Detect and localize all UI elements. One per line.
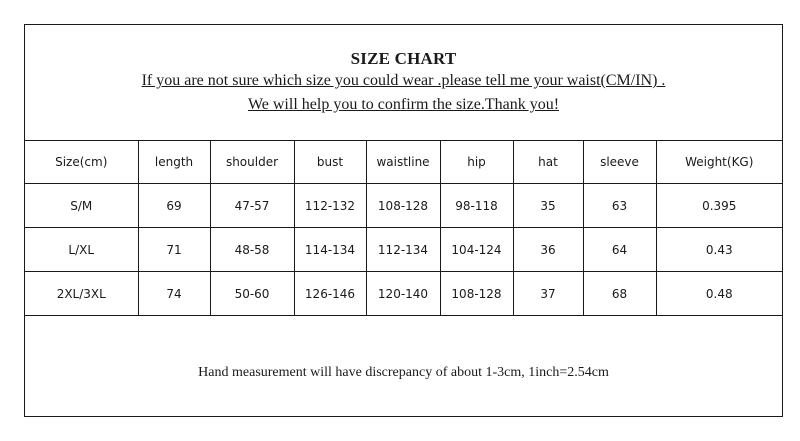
table-cell: 112-134 — [366, 228, 440, 272]
size-chart-title: SIZE CHART — [350, 49, 457, 68]
table-cell: 0.395 — [656, 184, 782, 228]
header-cell-shoulder: shoulder — [210, 141, 294, 184]
table-cell: 36 — [513, 228, 583, 272]
table-cell: L/XL — [25, 228, 138, 272]
size-chart-header — [25, 25, 782, 140]
table-cell: 74 — [138, 272, 210, 316]
table-cell: 68 — [583, 272, 656, 316]
table-cell: 2XL/3XL — [25, 272, 138, 316]
table-cell: 37 — [513, 272, 583, 316]
table-cell: 112-132 — [294, 184, 366, 228]
table-cell: 98-118 — [440, 184, 513, 228]
table-cell: 50-60 — [210, 272, 294, 316]
header-cell-hip: hip — [440, 141, 513, 184]
table-cell: 0.48 — [656, 272, 782, 316]
size-table — [25, 140, 782, 316]
header-cell-bust: bust — [294, 141, 366, 184]
table-cell: 104-124 — [440, 228, 513, 272]
table-row — [25, 228, 782, 272]
table-cell: 63 — [583, 184, 656, 228]
table-cell: 108-128 — [366, 184, 440, 228]
table-cell: 71 — [138, 228, 210, 272]
header-cell-size: Size(cm) — [25, 141, 138, 184]
table-cell: 120-140 — [366, 272, 440, 316]
header-cell-waistline: waistline — [366, 141, 440, 184]
table-cell: 69 — [138, 184, 210, 228]
table-cell: 108-128 — [440, 272, 513, 316]
table-cell: 48-58 — [210, 228, 294, 272]
measurement-note: Hand measurement will have discrepancy of about 1-3cm, 1inch=2.54cm — [198, 365, 609, 380]
table-row — [25, 184, 782, 228]
table-header-row — [25, 141, 782, 184]
table-row — [25, 272, 782, 316]
size-chart — [24, 24, 783, 417]
header-cell-hat: hat — [513, 141, 583, 184]
table-cell: S/M — [25, 184, 138, 228]
size-help-line-1: If you are not sure which size you could wear .please tell me your waist(CM/IN) . — [141, 72, 666, 89]
size-help-line-2: We will help you to confirm the size.Thank you! — [247, 96, 560, 113]
table-cell: 64 — [583, 228, 656, 272]
header-cell-sleeve: sleeve — [583, 141, 656, 184]
table-cell: 35 — [513, 184, 583, 228]
header-cell-length: length — [138, 141, 210, 184]
table-cell: 47-57 — [210, 184, 294, 228]
table-cell: 126-146 — [294, 272, 366, 316]
header-cell-weight: Weight(KG) — [656, 141, 782, 184]
table-cell: 0.43 — [656, 228, 782, 272]
table-cell: 114-134 — [294, 228, 366, 272]
